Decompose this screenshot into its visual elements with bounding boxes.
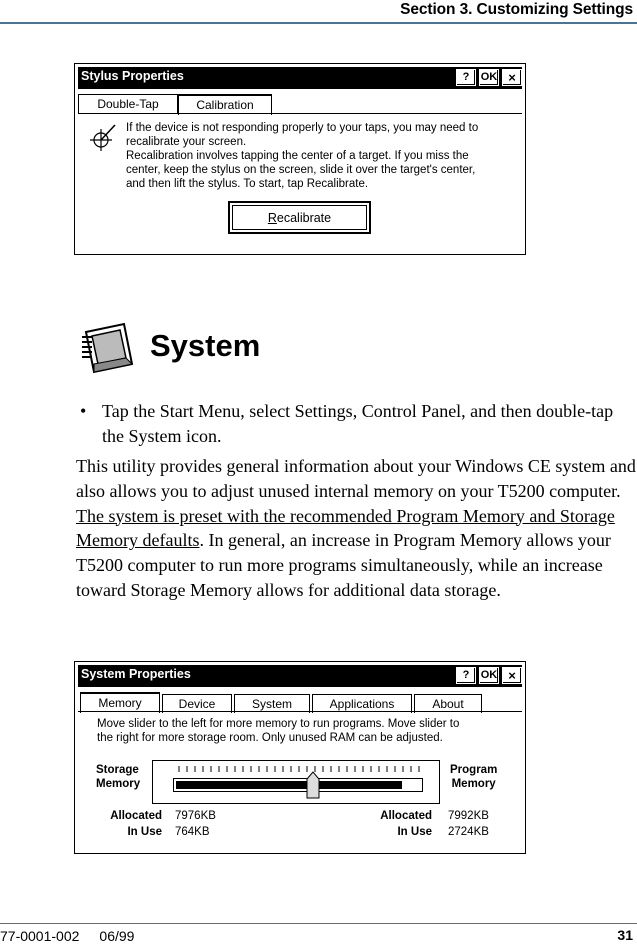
stylus-dialog-titlebar <box>78 67 522 89</box>
section-heading: System <box>150 328 261 363</box>
slider-thumb[interactable] <box>306 771 320 799</box>
header-rule <box>0 22 637 24</box>
stylus-properties-dialog <box>74 63 526 255</box>
description-paragraph: This utility provides general information about your Windows CE system and also allows you to adjust unused internal memory on your T5200 computer. The system is preset with the recommended Program Memory and Storage Memory defaults. In general, an increase in Program Memory allows your T5200 computer to run more programs simultaneously, while an increase toward Storage Memory allows for additional data storage. <box>76 456 636 600</box>
instruction-line: Move slider to the left for more memory to run programs. Move slider to <box>97 718 460 730</box>
instruction-line: and then lift the stylus. To start, tap Recalibrate. <box>126 178 369 190</box>
bullet-icon: • <box>80 401 87 421</box>
tab-calibration[interactable]: Calibration <box>178 94 272 115</box>
tab-device[interactable]: Device <box>162 694 232 713</box>
program-inuse-label: In Use <box>397 826 432 838</box>
calibration-panel <box>78 113 522 249</box>
tab-double-tap[interactable]: Double-Tap <box>78 94 178 113</box>
calibration-instructions <box>126 121 521 191</box>
program-inuse-value: 2724KB <box>448 826 489 838</box>
recalibrate-button[interactable] <box>228 201 371 234</box>
memory-instructions <box>97 717 517 745</box>
instruction-line: the right for more storage room. Only unused RAM can be adjusted. <box>97 732 443 744</box>
close-button[interactable]: × <box>502 667 522 684</box>
system-properties-dialog <box>74 661 526 854</box>
tab-memory[interactable]: Memory <box>80 692 160 713</box>
system-icon <box>80 320 136 376</box>
ok-button[interactable]: OK <box>479 667 499 684</box>
system-dialog-titlebar <box>78 665 522 687</box>
system-dialog-title: System Properties <box>81 667 191 681</box>
program-allocated-value: 7992KB <box>448 810 489 822</box>
memory-panel <box>78 711 522 848</box>
close-button[interactable]: × <box>502 69 522 86</box>
program-memory-label: Program Memory <box>450 764 498 790</box>
doc-number: 77-0001-002 <box>0 928 80 944</box>
footer-doc-info <box>0 928 134 944</box>
storage-allocated-label: Allocated <box>110 810 162 822</box>
slider-track-fill <box>176 781 402 789</box>
tab-system[interactable]: System <box>234 694 310 713</box>
page-header <box>0 0 637 22</box>
ok-button[interactable]: OK <box>479 69 499 86</box>
bullet-text: Tap the Start Menu, select Settings, Control Panel, and then double-tap the System icon. <box>102 401 614 446</box>
help-button[interactable]: ? <box>456 667 476 684</box>
tab-about[interactable]: About <box>414 694 482 713</box>
footer-rule <box>0 923 637 924</box>
instruction-line: center, keep the stylus on the screen, slide it over the target's center, <box>126 164 476 176</box>
stylus-dialog-title: Stylus Properties <box>81 69 184 83</box>
page-number: 31 <box>617 927 633 943</box>
help-button[interactable]: ? <box>456 69 476 86</box>
doc-date: 06/99 <box>99 928 135 944</box>
section-title: Section 3. Customizing Settings <box>400 1 633 18</box>
storage-memory-label: Storage Memory <box>96 764 141 790</box>
stylus-target-icon <box>87 124 117 154</box>
recalibrate-button-label: Recalibrate <box>232 205 367 230</box>
storage-inuse-value: 764KB <box>175 826 210 838</box>
instruction-line: recalibrate your screen. <box>126 136 247 148</box>
underlined-note: The system is preset with the recommended Program Memory and Storage Memory defaults <box>76 505 615 551</box>
instruction-line: Recalibration involves tapping the center of a target. If you miss the <box>126 150 469 162</box>
storage-allocated-value: 7976KB <box>175 810 216 822</box>
instruction-line: If the device is not responding properly to your taps, you may need to <box>126 122 479 134</box>
tab-applications[interactable]: Applications <box>312 694 412 713</box>
program-allocated-label: Allocated <box>380 810 432 822</box>
slider-track <box>173 778 423 792</box>
storage-inuse-label: In Use <box>127 826 162 838</box>
memory-slider[interactable] <box>152 760 440 804</box>
